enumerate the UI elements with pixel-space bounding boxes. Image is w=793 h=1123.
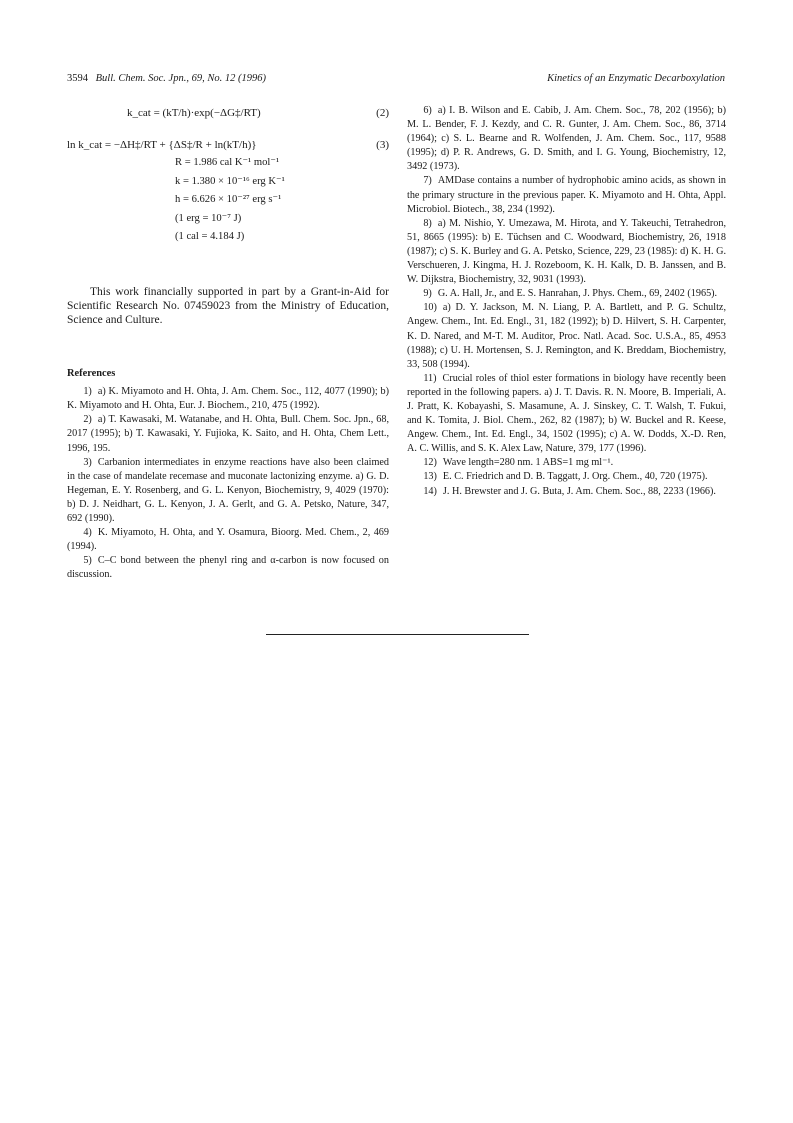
reference-text: Carbanion intermediates in enzyme reactions have also been claimed in the case of mandelate recemase and muconate lactonizing enzyme. a) G. D. Hegeman, E. Y. Rosenberg, and G. L. Kenyon, Biochemistry, 9, 4029 (1970): b) D. J. Neidhart, G. L. Kenyon, J. A. Gerlt, and G. A. Petsko, Nature, 347, 692 (1990). <box>67 456 389 525</box>
conversion-erg: (1 erg = 10⁻⁷ J) <box>175 212 242 224</box>
end-rule <box>266 634 529 635</box>
equation-2 <box>67 104 389 122</box>
running-header-left <box>67 73 266 84</box>
reference-item <box>407 287 726 301</box>
reference-text: E. C. Friedrich and D. B. Taggatt, J. Org. Chem., 40, 720 (1975). <box>442 471 708 483</box>
running-title: Kinetics of an Enzymatic Decarboxylation <box>547 73 725 84</box>
reference-number: 5) <box>83 555 92 567</box>
reference-text: Crucial roles of thiol ester formations in biology have recently been reported in the following papers. a) J. T. Davis. R. N. Moore, B. Imperiali, A. J. Pratt, K. Kobayashi, S. Masamune, A. J. Sinskey, C. T. Walsh, T. Fukui, and K. Tomita, J. Biol. Chem., 262, 82 (1987); b) W. Buckel and R. Keese, Angew. Chem., Int. Ed. Engl., 34, 1502 (1995); c) A. W. Dodds, X.-D. Ren, A. C. Willis, and S. K. Alex Law, Nature, 379, 177 (1996). <box>407 372 726 455</box>
reference-item <box>407 104 726 174</box>
reference-item <box>407 301 726 371</box>
reference-item <box>67 385 389 413</box>
reference-text: G. A. Hall, Jr., and E. S. Hanrahan, J. Phys. Chem., 69, 2402 (1965). <box>437 288 718 300</box>
reference-number: 12) <box>423 457 437 469</box>
reference-text: K. Miyamoto, H. Ohta, and Y. Osamura, Bioorg. Med. Chem., 2, 469 (1994). <box>67 527 389 553</box>
reference-number: 6) <box>423 105 432 116</box>
reference-item <box>407 174 726 216</box>
reference-item <box>67 413 389 455</box>
reference-number: 8) <box>423 217 432 229</box>
reference-list-right <box>407 104 726 499</box>
equation-number: (2) <box>376 107 389 119</box>
reference-number: 14) <box>423 485 437 497</box>
conversion-cal: (1 cal = 4.184 J) <box>175 231 245 242</box>
reference-item <box>407 456 726 470</box>
right-column <box>407 104 726 499</box>
reference-number: 10) <box>423 302 437 314</box>
reference-number: 1) <box>83 386 92 398</box>
reference-item <box>407 217 726 287</box>
reference-number: 3) <box>83 456 92 468</box>
constant-boltzmann: k = 1.380 × 10⁻¹⁶ erg K⁻¹ <box>175 175 285 187</box>
reference-item <box>407 372 726 457</box>
reference-item <box>67 456 389 526</box>
reference-list-left <box>67 385 389 582</box>
reference-text: a) K. Miyamoto and H. Ohta, J. Am. Chem. Soc., 112, 4077 (1990); b) K. Miyamoto and H. Ohta, Eur. J. Biochem., 210, 475 (1992). <box>67 386 389 412</box>
acknowledgement: This work financially supported in part by a Grant-in-Aid for Scientific Research No. 07459023 from the Ministry of Education, Science and Culture. <box>67 285 389 326</box>
reference-number: 4) <box>83 527 92 539</box>
constant-gas: R = 1.986 cal K⁻¹ mol⁻¹ <box>175 157 280 168</box>
reference-text: a) I. B. Wilson and E. Cabib, J. Am. Chem. Soc., 78, 202 (1956); b) M. L. Bender, F. J. Kezdy, and C. R. Gunter, J. Am. Chem. Soc., 86, 3714 (1964); c) S. L. Bearne and R. Wolfenden, J. Am. Chem. Soc., 117, 9588 (1995); d) P. R. Andrews, G. D. Smith, and I. G. Young, Biochemistry, 12, 3492 (1973). <box>407 105 726 173</box>
reference-text: AMDase contains a number of hydrophobic amino acids, as shown in the primary structure in the previous paper. K. Miyamoto and H. Ohta, Appl. Microbiol. Biotech., 38, 234 (1992). <box>407 175 726 215</box>
reference-number: 2) <box>83 414 92 426</box>
reference-item <box>67 526 389 554</box>
journal-citation: Bull. Chem. Soc. Jpn., 69, No. 12 (1996) <box>95 73 266 84</box>
reference-number: 9) <box>423 288 432 300</box>
reference-number: 11) <box>423 372 437 384</box>
reference-text: Wave length=280 nm. 1 ABS=1 mg ml⁻¹. <box>442 457 614 469</box>
reference-item <box>407 470 726 484</box>
reference-number: 13) <box>423 471 437 483</box>
equation-number: (3) <box>376 139 389 151</box>
reference-number: 7) <box>423 175 432 187</box>
page-number: 3594 <box>67 73 88 84</box>
reference-text: C–C bond between the phenyl ring and α-carbon is now focused on discussion. <box>67 555 389 581</box>
left-column <box>67 104 389 583</box>
reference-text: J. H. Brewster and J. G. Buta, J. Am. Chem. Soc., 88, 2233 (1966). <box>442 485 716 497</box>
equation-3 <box>67 136 389 154</box>
reference-text: a) M. Nishio, Y. Umezawa, M. Hirota, and Y. Takeuchi, Tetrahedron, 51, 8665 (1995): b) E. Tüchsen and C. Woodward, Biochemistry, 26, 1918 (1987); c) S. K. Burley and G. A. Petsko, Science, 229, 23 (1985): d) K. H. G. Verschueren, J. Kingma, H. J. Rozeboom, K. H. Kalk, D. B. Janssen, and B. W. Dijkstra, Biochemistry, 32, 9031 (1993). <box>407 217 726 286</box>
reference-item <box>407 485 726 499</box>
reference-item <box>67 554 389 582</box>
constant-planck: h = 6.626 × 10⁻²⁷ erg s⁻¹ <box>175 194 282 205</box>
reference-text: a) T. Kawasaki, M. Watanabe, and H. Ohta, Bull. Chem. Soc. Jpn., 68, 2017 (1995); b) T. Kawasaki, Y. Fujioka, K. Saito, and H. Ohta, Chem Lett., 1996, 195. <box>67 414 389 454</box>
references-heading: References <box>67 368 116 380</box>
reference-text: a) D. Y. Jackson, M. N. Liang, P. A. Bartlett, and P. G. Schultz, Angew. Chem., Int. Ed. Engl., 31, 182 (1992); b) D. Hilvert, S. H. Carpenter, K. D. Nared, and M-T. M. Auditor, Proc. Natl. Acad. Soc. U.S.A., 85, 4953 (1988); c) U. H. Mortensen, S. J. Remington, and K. Breddam, Biochemistry, 33, 508 (1994). <box>407 302 726 370</box>
equation-expression: ln k_cat = −ΔH‡/RT + {ΔS‡/R + ln(kT/h)} <box>67 139 257 151</box>
equation-expression: k_cat = (kT/h)·exp(−ΔG‡/RT) <box>127 107 261 119</box>
